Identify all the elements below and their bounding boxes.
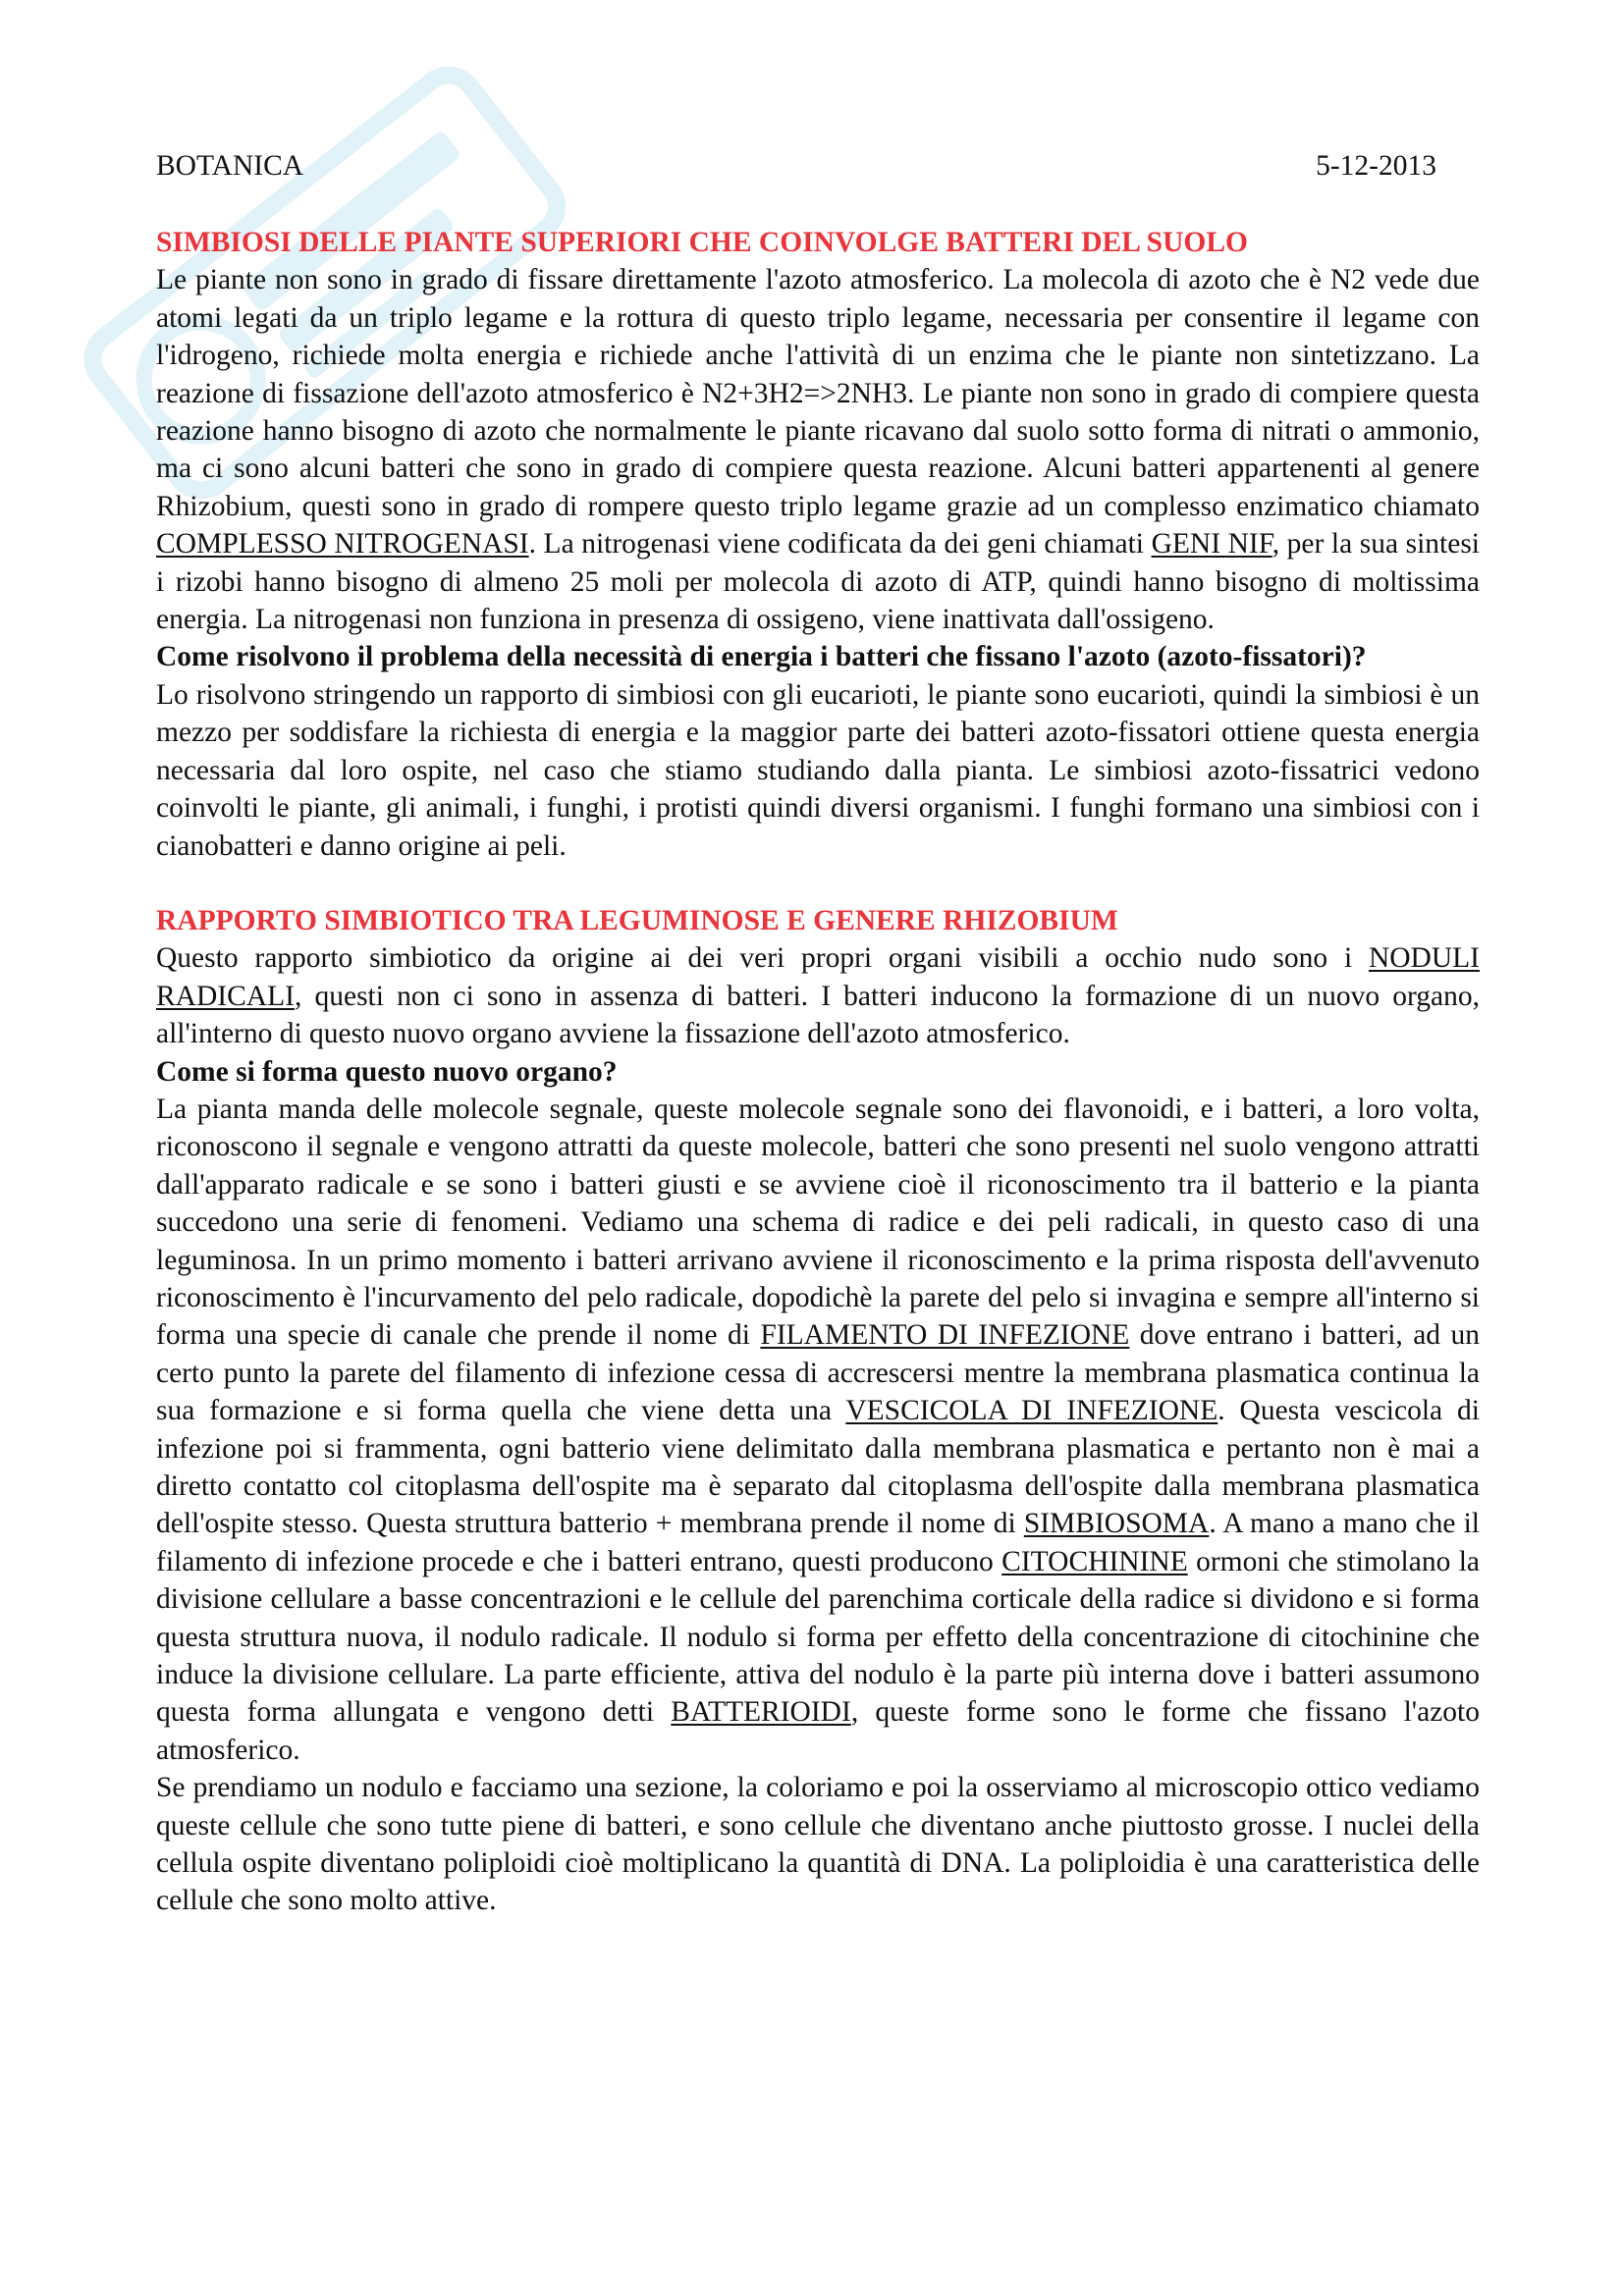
section-title-symbiosis: SIMBIOSI DELLE PIANTE SUPERIORI CHE COINVOLGE BATTERI DEL SUOLO	[156, 227, 1248, 258]
paragraph-nitrogen-fixation	[156, 261, 1480, 638]
term-geni-nif: GENI NIF	[1151, 528, 1272, 561]
header-subject: BOTANICA	[156, 150, 304, 182]
spacer	[156, 865, 1480, 902]
text-run: ormoni che stimolano la divisione cellulare a basse concentrazioni e le cellule del parenchima corticale della radice si dividono e si forma questa struttura nuova, il nodulo radicale. Il nodulo si forma per effetto della concentrazione di citochinine che induce la divisione cellulare. La parte efficiente, attiva del nodulo è la parte più interna dove i batteri assumono questa forma allungata e vengono detti	[156, 1545, 1480, 1729]
term-filamento-infezione: FILAMENTO DI INFEZIONE	[760, 1319, 1130, 1352]
term-noduli-radicali: NODULI RADICALI	[156, 942, 1480, 1012]
paragraph-microscope: Se prendiamo un nodulo e facciamo una sezione, la coloriamo e poi la osserviamo al microscopio ottico vediamo queste cellule che sono tutte piene di batteri, e sono cellule che diventano anche piuttosto grosse. I nuclei della cellula ospite diventano poliploidi cioè moltiplicano la quantità di DNA. La poliploidia è una caratteristica delle cellule che sono molto attive.	[156, 1772, 1480, 1917]
term-vescicola-infezione: VESCICOLA DI INFEZIONE	[845, 1395, 1218, 1427]
document-page	[156, 147, 1480, 1920]
header-date: 5-12-2013	[1316, 150, 1436, 182]
text-run: Le piante non sono in grado di fissare direttamente l'azoto atmosferico. La molecola di azoto che è N2 vede due atomi legati da un triplo legame e la rottura di questo triplo legame, necessaria per consentire il legame con l'idrogeno, richiede molta energia e richiede anche l'attività di un enzima che le piante non sintetizzano. La reazione di fissazione dell'azoto atmosferico è N2+3H2=>2NH3. Le piante non sono in grado di compiere questa reazione hanno bisogno di azoto che normalmente le piante ricavano dal suolo sotto forma di nitrati o ammonio, ma ci sono alcuni batteri che sono in grado di compiere questa reazione. Alcuni batteri appartenenti al genere Rhizobium, questi sono in grado di rompere questo triplo legame grazie ad un complesso enzimatico chiamato	[156, 264, 1480, 522]
term-batterioidi: BATTERIOIDI	[671, 1696, 851, 1729]
paragraph-nodule-formation	[156, 1091, 1480, 1769]
text-run: . Questa vescicola di infezione poi si frammenta, ogni batterio viene delimitato dalla membrana plasmatica e pertanto non è mai a diretto contatto col citoplasma dell'ospite ma è separato dal citoplasma dell'ospite dalla membrana plasmatica dell'ospite stesso. Questa struttura batterio + membrana prende il nome di	[156, 1395, 1480, 1540]
term-citochinine: CITOCHININE	[1001, 1545, 1188, 1577]
text-run: . A mano a mano che il filamento di infezione procede e che i batteri entrano, questi producono	[156, 1508, 1480, 1577]
text-run: Questo rapporto simbiotico da origine ai dei veri propri organi visibili a occhio nudo sono i	[156, 942, 1369, 975]
term-complesso-nitrogenasi: COMPLESSO NITROGENASI	[156, 528, 529, 561]
term-simbiosoma: SIMBIOSOMA	[1023, 1508, 1210, 1540]
text-run: La pianta manda delle molecole segnale, queste molecole segnale sono dei flavonoidi, e i batteri, a loro volta, riconoscono il segnale e vengono attratti da queste molecole, batteri che sono presenti nel suolo vengono attratti dall'apparato radicale e se sono i batteri giusti e se avviene cioè il riconoscimento tra il batterio e la pianta succedono una serie di fenomeni. Vediamo una schema di radice e dei peli radicali, in questo caso di una leguminosa. In un primo momento i batteri arrivano avviene il riconoscimento e la prima risposta dell'avvenuto riconoscimento è l'incurvamento del pelo radicale, dopodichè la parete del pelo si invagina e sempre all'interno si forma una specie di canale che prende il nome di	[156, 1093, 1480, 1352]
text-run: , questi non ci sono in assenza di batteri. I batteri inducono la formazione di un nuovo organo, all'interno di questo nuovo organo avviene la fissazione dell'azoto atmosferico.	[156, 980, 1480, 1050]
paragraph-noduli	[156, 939, 1480, 1052]
section-title-leguminose: RAPPORTO SIMBIOTICO TRA LEGUMINOSE E GENERE RHIZOBIUM	[156, 904, 1118, 936]
text-run: , queste forme sono le forme che fissano l'azoto atmosferico.	[156, 1696, 1480, 1766]
text-run: , per la sua sintesi i rizobi hanno bisogno di almeno 25 moli per molecola di azoto di ATP, quindi hanno bisogno di moltissima energia. La nitrogenasi non funziona in presenza di ossigeno, viene inattivata dall'ossigeno.	[156, 528, 1480, 636]
question-energy: Come risolvono il problema della necessità di energia i batteri che fissano l'azoto (azoto-fissatori)?	[156, 641, 1367, 673]
document-header	[156, 147, 1480, 185]
question-new-organ: Come si forma questo nuovo organo?	[156, 1055, 618, 1088]
text-run: . La nitrogenasi viene codificata da dei geni chiamati	[528, 528, 1152, 561]
paragraph-symbiosis-answer: Lo risolvono stringendo un rapporto di simbiosi con gli eucarioti, le piante sono eucarioti, quindi la simbiosi è un mezzo per soddisfare la richiesta di energia e la maggior parte dei batteri azoto-fissatori ottiene questa energia necessaria dal loro ospite, nel caso che stiamo studiando dalla pianta. Le simbiosi azoto-fissatrici vedono coinvolti le piante, gli animali, i funghi, i protisti quindi diversi organismi. I funghi formano una simbiosi con i cianobatteri e danno origine ai peli.	[156, 678, 1480, 862]
text-run: dove entrano i batteri, ad un certo punto la parete del filamento di infezione cessa di accrescersi mentre la membrana plasmatica continua la sua formazione e si forma quella che viene detta una	[156, 1319, 1480, 1427]
